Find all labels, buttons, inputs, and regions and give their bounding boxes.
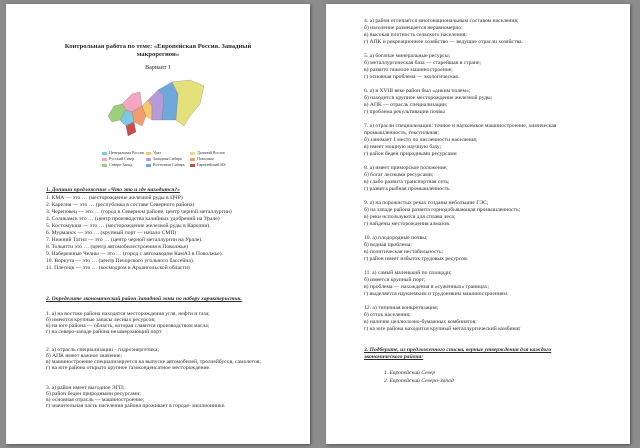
legend-item: Русский Север — [102, 156, 134, 161]
task3-item: 2. Европейский Северо-Запад — [384, 378, 454, 384]
answer-line: в) развито тяжелое машиностроение; — [364, 67, 453, 73]
task2-item: г) на юге района открыто крупное газоконденсатное месторождение. — [46, 365, 211, 371]
answer-line: в) политическая нестабильность; — [364, 249, 444, 255]
answer-line: б) водная проблема; — [364, 242, 412, 248]
answer-line: г) район беден природными ресурсами — [364, 151, 457, 157]
answer-line: б) на западе района развита горнодобывающая промышленность; — [364, 207, 521, 213]
answer-line: 9. а) на порожистых реках созданы небольшие ГЭС; — [364, 200, 489, 206]
answer-line: б) богат лесными ресурсами; — [364, 172, 434, 178]
answer-line: г) проблема рекультивации почвы — [364, 109, 445, 115]
answer-line: в) наличие целлюлозно-бумажных комбинатов; — [364, 319, 477, 325]
answer-line: 5. а) богатые минеральные ресурсы; — [364, 53, 451, 59]
answer-line: б) имеется крупный порт; — [364, 277, 426, 283]
task2-item: б) район беден природными ресурсами; — [46, 391, 141, 397]
answer-line: б) находится крупное месторождение железной руды; — [364, 95, 493, 101]
answer-line: г) выделяется наукоемким и трудоемким машиностроением. — [364, 291, 509, 297]
task2-heading: 2. Определите экономический район Западной зоны по набору характеристик. — [46, 296, 242, 302]
answer-line: 6. а) в XVIII веке район был «диким полем»; — [364, 88, 471, 94]
task2-item: г) на северо-западе района незамерзающий порт — [46, 329, 162, 335]
answer-line: в) АПК — отрасль специализации; — [364, 102, 448, 108]
legend-item: Дальний Восток — [190, 150, 225, 155]
task2-item: г) значительная часть населения района проживает в городе- миллионнике. — [46, 403, 226, 409]
answer-line: г) АПК и рекреационное хозяйство — ведущие отрасли хозяйства. — [364, 39, 523, 45]
answer-line: в) слабо развита транспортная сеть; — [364, 179, 450, 185]
task1-item: 1. КМА — это … (месторождение железной руды в ЦЧР) — [46, 195, 183, 201]
answer-line: 11. а) самый маленький по площади; — [364, 270, 452, 276]
answer-line: в) имеет мощную научную базу; — [364, 144, 442, 150]
legend-item: Поволжье — [190, 156, 214, 161]
legend-item: Урал — [146, 150, 161, 155]
answer-line: б) население размещается неравномерно; — [364, 25, 463, 31]
answer-line: в) реки используются для сплава леса; — [364, 214, 456, 220]
document-page-1 — [6, 4, 310, 444]
task2-item: б) имеются крупные запасы лесных ресурсов; — [46, 317, 156, 323]
answer-line: б) занимает 1 место по численности населения; — [364, 137, 478, 143]
answer-line: 10. а) плодородные почвы; — [364, 235, 428, 241]
answer-line: в) проблема — нахождения в «суженных» границах; — [364, 284, 490, 290]
task1-item: 3. Череповец — это … (город в Северном районе, центр черной металлургии) — [46, 209, 232, 215]
task2-item: в) основная отрасль — машиностроение; — [46, 397, 145, 403]
answer-line: 8. а) имеет приморское положение; — [364, 165, 448, 171]
document-page-2 — [326, 4, 630, 444]
title-line-1: Контрольная работа по теме: «Европейская Россия. Западный — [64, 43, 252, 50]
answer-line: г) район имеет избыток трудовых ресурсов. — [364, 256, 469, 262]
task2-item: б) АПК имеет важное значение; — [46, 353, 123, 359]
answer-line: б) отток населения; — [364, 312, 411, 318]
task3-heading: 3. Подберите, из предложенного списка, верные утверждения для каждого — [364, 347, 552, 353]
task1-item: 10. Воркута — это … (центр Печорского угольного бассейна). — [46, 258, 195, 264]
answer-line: г) найдены месторождения алмазов. — [364, 221, 451, 227]
task1-item: 6. Мурманск — это … (крупный порт — начало СМП) — [46, 230, 177, 236]
answer-line: 4. а) район отличается многонациональным составом населения; — [364, 18, 519, 24]
legend-item: Центральная Россия — [102, 150, 144, 155]
task2-item: 3. а) район имеет выгодное ЭГП; — [46, 385, 125, 391]
task3-heading-cont: экономического района: — [364, 354, 424, 360]
task2-item: в) на юге района — область, которая славится производством масла; — [46, 323, 210, 329]
russia-regions-map — [106, 76, 206, 142]
variant-label: Вариант 1 — [145, 65, 171, 71]
title-line-2: макрорегион» — [136, 51, 180, 58]
task2-item: в) машиностроение специализируется на выпуске автомобилей, троллейбусов, самолетов; — [46, 359, 261, 365]
task3-item: 1. Европейский Север — [384, 370, 436, 376]
task2-item: 2. а) отрасль специализации - гидроэнергетика; — [46, 347, 159, 353]
answer-line: в) высокая плотность сельского населения; — [364, 32, 467, 38]
answer-line: б) металлургическая база — старейшая в стране; — [364, 60, 481, 66]
answer-line: г) развита рыбная промышленность — [364, 186, 450, 192]
task1-item: 5. Костомукша — это … (месторождение железной руды в Карелии). — [46, 223, 211, 229]
answer-line: промышленность, текстильная; — [364, 130, 439, 136]
task1-item: 7. Нижний Тагил — это … (центр черной металлургии на Урале). — [46, 237, 203, 243]
task2-item: 1. а) на востоке района находятся месторождения угля, нефти и газа; — [46, 311, 210, 317]
task1-heading: 1. Допиши предложение «Что это и где находится?» — [46, 187, 180, 193]
legend-item: Западная Сибирь — [146, 156, 182, 161]
task1-item: 8. Тольятти это … (центр автомобилестроения в Поволжье) — [46, 244, 188, 250]
legend-item: Северо-Запад — [102, 162, 132, 167]
answer-line: г) основная проблема — экологическая. — [364, 74, 460, 80]
task1-item: 2. Карелия — это … (республика в составе Северного района) — [46, 202, 195, 208]
task1-item: 4. Соликамск это … (центр производства калийных удобрений на Урале) — [46, 216, 220, 222]
legend-item: Европейский Юг — [190, 162, 226, 167]
answer-line: г) на юге района находится крупный металлургический комбинат — [364, 326, 521, 332]
answer-line: 12. а) типичная конкретизация; — [364, 305, 439, 311]
legend-item: Восточная Сибирь — [146, 162, 185, 167]
answer-line: 7. а) отрасли специализации: точное и наукоемкое машиностроение, химическая — [364, 123, 557, 129]
task1-item: 9. Набережные Челны — это … (город с автозаводом КамАЗ в Поволжье). — [46, 251, 224, 257]
task1-item: 11. Плесецк — это … (космодром в Архангельской области) — [46, 265, 190, 271]
